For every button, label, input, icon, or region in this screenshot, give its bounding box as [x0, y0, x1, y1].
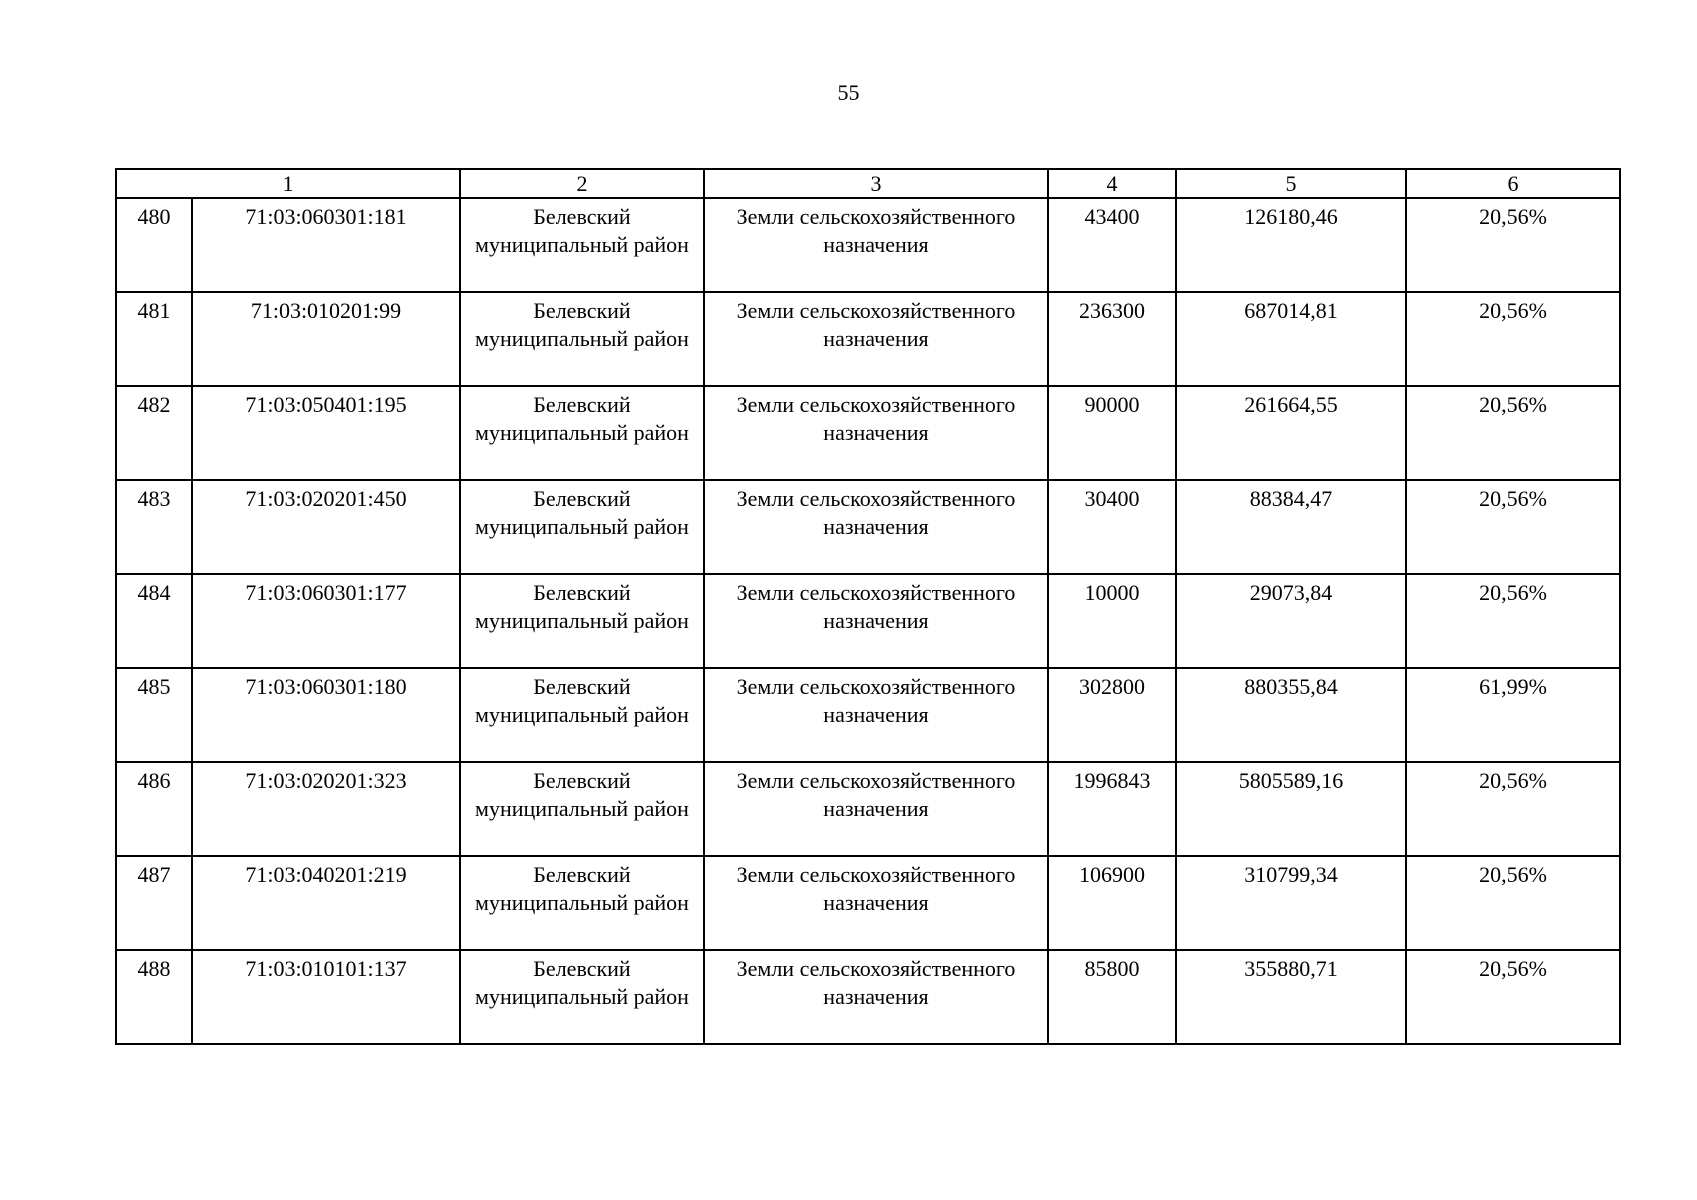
- cadastral-number: 71:03:060301:180: [192, 668, 460, 762]
- rate-percent: 20,56%: [1406, 950, 1620, 1044]
- cadastral-value: 5805589,16: [1176, 762, 1406, 856]
- table-row: [116, 856, 1620, 950]
- cadastral-number: 71:03:060301:181: [192, 198, 460, 292]
- row-number: 481: [116, 292, 192, 386]
- land-area: 90000: [1048, 386, 1176, 480]
- row-number: 487: [116, 856, 192, 950]
- row-number: 483: [116, 480, 192, 574]
- rate-percent: 20,56%: [1406, 762, 1620, 856]
- row-number: 482: [116, 386, 192, 480]
- district-name: Белевский муниципальный район: [460, 480, 704, 574]
- column-header-4: 4: [1048, 169, 1176, 198]
- rate-percent: 20,56%: [1406, 480, 1620, 574]
- row-number: 486: [116, 762, 192, 856]
- district-name: Белевский муниципальный район: [460, 762, 704, 856]
- cadastral-number: 71:03:050401:195: [192, 386, 460, 480]
- rate-percent: 20,56%: [1406, 292, 1620, 386]
- land-area: 302800: [1048, 668, 1176, 762]
- land-category: Земли сельскохозяйственного назначения: [704, 856, 1048, 950]
- table-row: [116, 480, 1620, 574]
- land-category: Земли сельскохозяйственного назначения: [704, 668, 1048, 762]
- table-row: [116, 386, 1620, 480]
- column-header-1: 1: [116, 169, 460, 198]
- district-name: Белевский муниципальный район: [460, 856, 704, 950]
- district-name: Белевский муниципальный район: [460, 950, 704, 1044]
- cadastral-number: 71:03:020201:450: [192, 480, 460, 574]
- rate-percent: 20,56%: [1406, 198, 1620, 292]
- page-number: 55: [837, 80, 860, 105]
- cadastral-value: 88384,47: [1176, 480, 1406, 574]
- row-number: 488: [116, 950, 192, 1044]
- district-name: Белевский муниципальный район: [460, 292, 704, 386]
- land-area: 10000: [1048, 574, 1176, 668]
- column-header-5: 5: [1176, 169, 1406, 198]
- cadastral-number: 71:03:060301:177: [192, 574, 460, 668]
- table-row: [116, 950, 1620, 1044]
- land-category: Земли сельскохозяйственного назначения: [704, 292, 1048, 386]
- cadastral-value: 126180,46: [1176, 198, 1406, 292]
- table-row: [116, 292, 1620, 386]
- land-category: Земли сельскохозяйственного назначения: [704, 574, 1048, 668]
- row-number: 485: [116, 668, 192, 762]
- land-registry-table: [115, 168, 1621, 1045]
- cadastral-number: 71:03:010101:137: [192, 950, 460, 1044]
- table-row: [116, 574, 1620, 668]
- cadastral-value: 29073,84: [1176, 574, 1406, 668]
- cadastral-value: 687014,81: [1176, 292, 1406, 386]
- land-area: 106900: [1048, 856, 1176, 950]
- land-category: Земли сельскохозяйственного назначения: [704, 762, 1048, 856]
- land-category: Земли сельскохозяйственного назначения: [704, 386, 1048, 480]
- table-header-row: [116, 169, 1620, 198]
- rate-percent: 20,56%: [1406, 574, 1620, 668]
- district-name: Белевский муниципальный район: [460, 198, 704, 292]
- land-area: 1996843: [1048, 762, 1176, 856]
- cadastral-value: 261664,55: [1176, 386, 1406, 480]
- cadastral-value: 880355,84: [1176, 668, 1406, 762]
- cadastral-number: 71:03:020201:323: [192, 762, 460, 856]
- table-row: [116, 762, 1620, 856]
- rate-percent: 20,56%: [1406, 386, 1620, 480]
- row-number: 480: [116, 198, 192, 292]
- table-row: [116, 668, 1620, 762]
- district-name: Белевский муниципальный район: [460, 386, 704, 480]
- land-area: 30400: [1048, 480, 1176, 574]
- land-category: Земли сельскохозяйственного назначения: [704, 950, 1048, 1044]
- cadastral-value: 310799,34: [1176, 856, 1406, 950]
- land-area: 85800: [1048, 950, 1176, 1044]
- land-area: 43400: [1048, 198, 1176, 292]
- land-category: Земли сельскохозяйственного назначения: [704, 198, 1048, 292]
- column-header-2: 2: [460, 169, 704, 198]
- rate-percent: 61,99%: [1406, 668, 1620, 762]
- district-name: Белевский муниципальный район: [460, 668, 704, 762]
- column-header-6: 6: [1406, 169, 1620, 198]
- land-category: Земли сельскохозяйственного назначения: [704, 480, 1048, 574]
- cadastral-number: 71:03:040201:219: [192, 856, 460, 950]
- rate-percent: 20,56%: [1406, 856, 1620, 950]
- land-area: 236300: [1048, 292, 1176, 386]
- row-number: 484: [116, 574, 192, 668]
- district-name: Белевский муниципальный район: [460, 574, 704, 668]
- cadastral-number: 71:03:010201:99: [192, 292, 460, 386]
- cadastral-value: 355880,71: [1176, 950, 1406, 1044]
- table-row: [116, 198, 1620, 292]
- column-header-3: 3: [704, 169, 1048, 198]
